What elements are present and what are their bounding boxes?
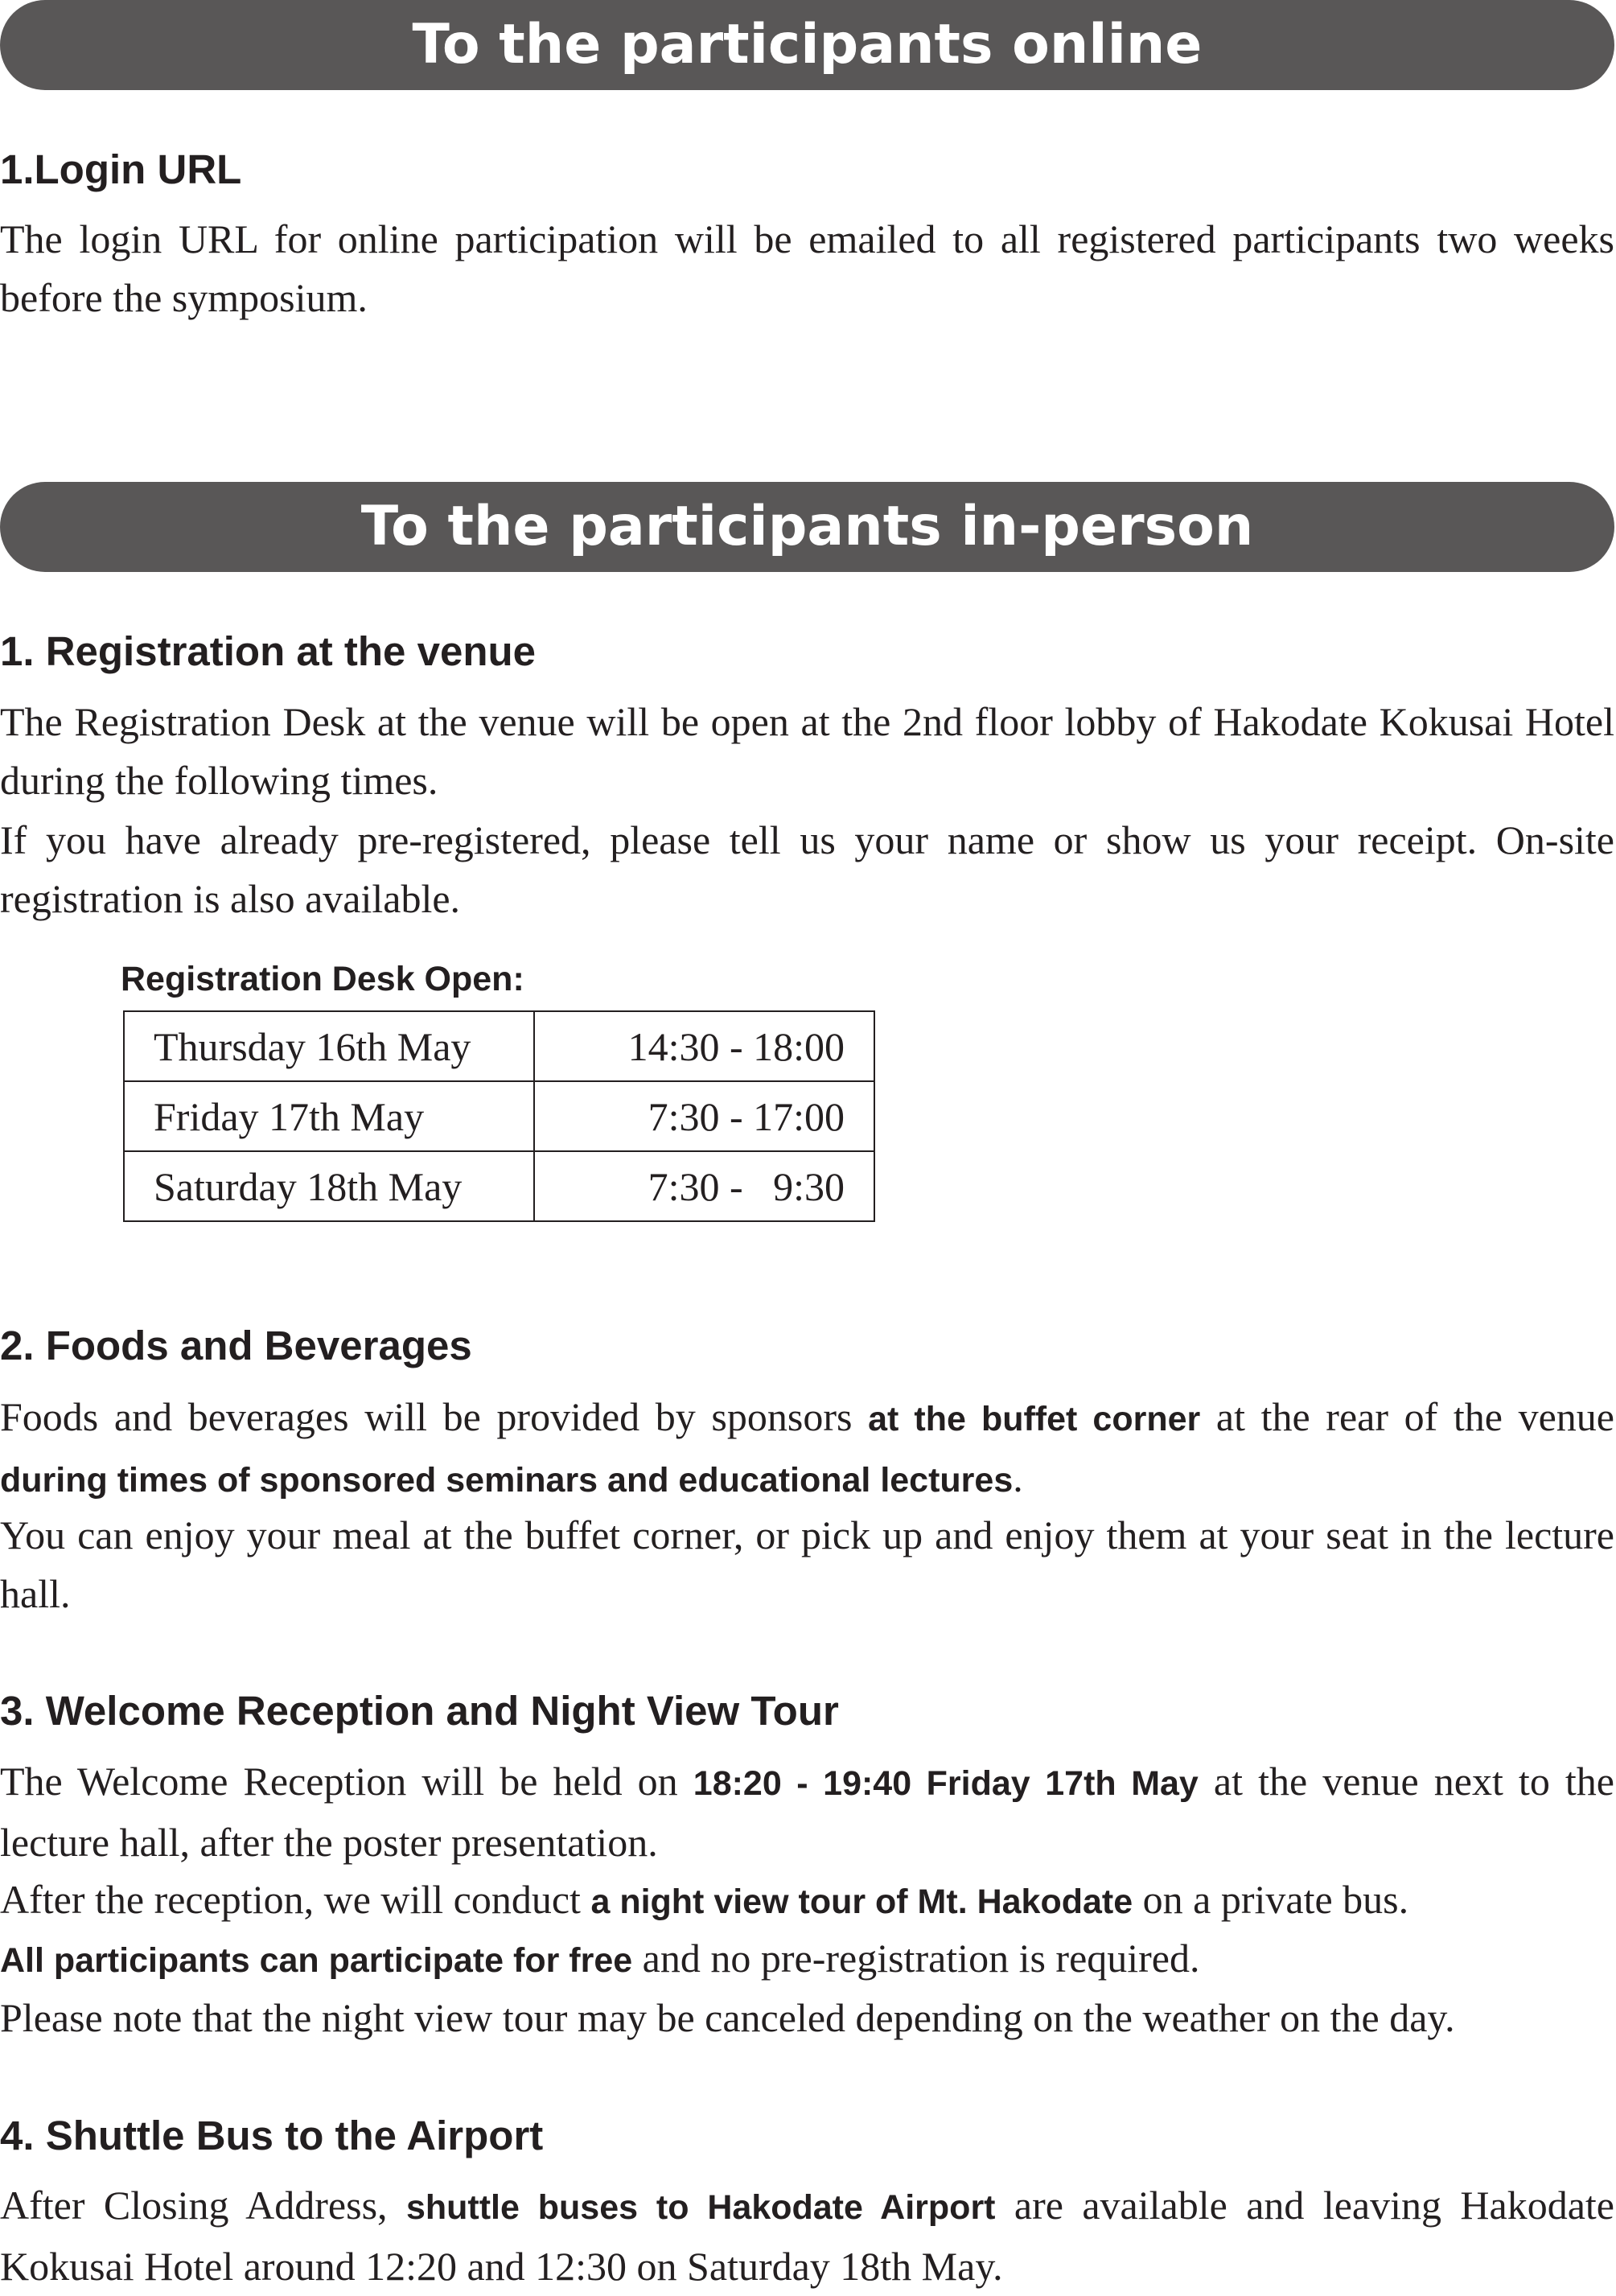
registration-schedule-table — [123, 1010, 875, 1222]
reception-text-3 — [0, 1929, 1614, 1990]
foods-text-1-part: Foods and beverages will be provided by sponsors — [0, 1394, 869, 1439]
foods-text-2: You can enjoy your meal at the buffet corner, or pick up and enjoy them at your seat in the lecture hall. — [0, 1512, 1614, 1616]
registration-heading: 1. Registration at the venue — [0, 628, 536, 674]
foods-times-bold: during times of sponsored seminars and educational lectures — [0, 1461, 1014, 1500]
schedule-row — [124, 1011, 874, 1081]
reception-text-4: Please note that the night view tour may be canceled depending on the weather on the day. — [0, 1995, 1455, 2040]
registration-text-2: If you have already pre-registered, please tell us your name or show us your receipt. On-site registration is also available. — [0, 817, 1614, 921]
foods-text-1-part: . — [1013, 1455, 1023, 1500]
reception-text-3-part: and no pre-registration is required. — [632, 1936, 1200, 1981]
reception-heading: 3. Welcome Reception and Night View Tour — [0, 1688, 839, 1734]
foods-heading: 2. Foods and Beverages — [0, 1323, 472, 1368]
schedule-row — [124, 1151, 874, 1221]
online-section-banner: To the participants online — [0, 0, 1614, 90]
schedule-time: 14:30 - 18:00 — [534, 1011, 874, 1081]
shuttle-text-part: After Closing Address, — [0, 2183, 406, 2228]
reception-time-bold: 18:20 - 19:40 Friday 17th May — [693, 1764, 1199, 1803]
reception-text-1-part: The Welcome Reception will be held on — [0, 1759, 693, 1804]
schedule-day: Saturday 18th May — [124, 1151, 534, 1221]
reception-text-2-part: After the reception, we will conduct — [0, 1877, 591, 1922]
shuttle-buses-bold: shuttle buses to Hakodate Airport — [405, 2188, 996, 2227]
night-view-tour-bold: a night view tour of Mt. Hakodate — [590, 1882, 1133, 1921]
shuttle-heading: 4. Shuttle Bus to the Airport — [0, 2113, 544, 2158]
schedule-row — [124, 1081, 874, 1151]
schedule-day: Friday 17th May — [124, 1081, 534, 1151]
reception-text-2-part: on a private bus. — [1133, 1877, 1409, 1922]
foods-buffet-corner-bold: at the buffet corner — [868, 1400, 1201, 1438]
reception-text-2 — [0, 1870, 1614, 1932]
registration-desk-label: Registration Desk Open: — [121, 960, 524, 998]
foods-text-1 — [0, 1388, 1614, 1510]
foods-text-1-part: at the rear of the venue — [1200, 1394, 1614, 1439]
schedule-time: 7:30 - 17:00 — [534, 1081, 874, 1151]
shuttle-text — [0, 2176, 1614, 2296]
inperson-section-banner: To the participants in-person — [0, 482, 1614, 572]
login-url-heading: 1.Login URL — [0, 146, 242, 192]
reception-text-1-part: at the venue next to the lecture hall, after the poster presentation. — [0, 1759, 1614, 1865]
schedule-day: Thursday 16th May — [124, 1011, 534, 1081]
reception-text-1 — [0, 1752, 1614, 1872]
registration-text-1: The Registration Desk at the venue will be open at the 2nd floor lobby of Hakodate Kokusai Hotel during the following times. — [0, 699, 1614, 803]
free-participation-bold: All participants can participate for free — [0, 1941, 633, 1980]
shuttle-text-part: are available and leaving Hakodate Kokusai Hotel around 12:20 and 12:30 on Saturday 18th May. — [0, 2183, 1614, 2289]
schedule-time: 7:30 - 9:30 — [534, 1151, 874, 1221]
login-url-text: The login URL for online participation will be emailed to all registered participants two weeks before the symposium. — [0, 216, 1614, 320]
